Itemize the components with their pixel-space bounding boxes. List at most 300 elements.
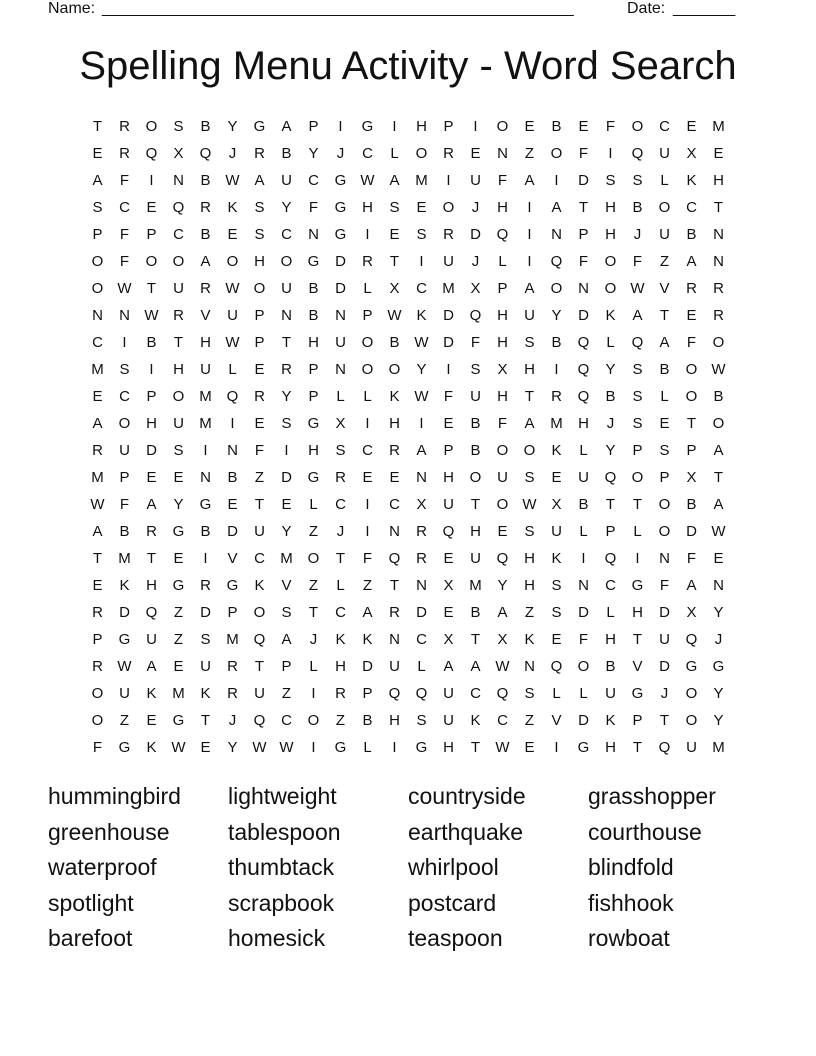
grid-letter: D <box>200 604 211 621</box>
grid-letter: A <box>389 172 400 189</box>
grid-letter: I <box>527 253 532 270</box>
grid-letter: O <box>604 253 617 270</box>
grid-letter: N <box>713 226 724 243</box>
grid-letter: I <box>365 496 370 513</box>
grid-letter: D <box>416 604 427 621</box>
word-list-item: whirlpool <box>408 854 499 880</box>
grid-letter: M <box>712 739 725 756</box>
grid-letter: S <box>335 442 346 459</box>
grid-letter: H <box>254 253 265 270</box>
grid-letter: Y <box>227 739 238 756</box>
grid-letter: N <box>335 307 346 324</box>
grid-letter: B <box>686 226 697 243</box>
word-list-item: tablespoon <box>228 818 341 845</box>
grid-letter: P <box>227 604 238 621</box>
grid-letter: Z <box>173 631 184 648</box>
grid-letter: W <box>225 172 240 189</box>
word-list-item: scrapbook <box>228 889 335 916</box>
grid-letter: G <box>307 415 320 432</box>
grid-letter: O <box>307 550 320 567</box>
grid-letter: U <box>470 172 481 189</box>
grid-letter: D <box>227 523 238 540</box>
grid-letter: L <box>660 388 669 405</box>
grid-letter: P <box>605 523 616 540</box>
grid-letter: T <box>389 577 400 594</box>
grid-letter: T <box>389 253 400 270</box>
grid-letter: I <box>446 361 451 378</box>
grid-letter: Y <box>281 523 292 540</box>
grid-letter: X <box>497 631 508 648</box>
grid-letter: F <box>443 388 454 405</box>
grid-letter: U <box>497 469 508 486</box>
grid-letter: Q <box>577 361 590 378</box>
grid-letter: O <box>577 658 590 675</box>
grid-letter: U <box>119 685 130 702</box>
grid-letter: R <box>713 280 724 297</box>
grid-letter: G <box>172 523 185 540</box>
grid-letter: G <box>199 496 212 513</box>
grid-letter: O <box>145 118 158 135</box>
grid-letter: I <box>446 172 451 189</box>
grid-letter: O <box>685 712 698 729</box>
grid-letter: C <box>659 118 670 135</box>
grid-letter: N <box>389 523 400 540</box>
grid-letter: H <box>497 334 508 351</box>
grid-letter: S <box>416 712 427 729</box>
grid-letter: J <box>336 145 345 162</box>
grid-letter: Y <box>173 496 184 513</box>
grid-letter: D <box>443 307 454 324</box>
grid-letter: A <box>92 523 103 540</box>
grid-letter: O <box>388 361 401 378</box>
grid-letter: G <box>334 172 347 189</box>
grid-letter: Z <box>173 604 184 621</box>
grid-letter: H <box>497 388 508 405</box>
grid-letter: E <box>470 145 481 162</box>
grid-letter: S <box>605 172 616 189</box>
grid-letter: C <box>389 496 400 513</box>
grid-letter: N <box>92 307 103 324</box>
page-title: Spelling Menu Activity - Word Search <box>79 44 737 88</box>
grid-letter: U <box>335 334 346 351</box>
grid-letter: C <box>119 199 130 216</box>
grid-letter: U <box>659 145 670 162</box>
grid-letter: M <box>226 631 239 648</box>
grid-letter: R <box>335 469 346 486</box>
grid-letter: U <box>281 172 292 189</box>
grid-letter: E <box>524 118 535 135</box>
grid-letter: T <box>470 739 481 756</box>
grid-letter: Y <box>551 307 562 324</box>
grid-letter: A <box>470 658 481 675</box>
grid-letter: U <box>659 226 670 243</box>
grid-letter: O <box>415 145 428 162</box>
grid-letter: O <box>253 604 266 621</box>
grid-letter: C <box>470 685 481 702</box>
grid-letter: N <box>578 577 589 594</box>
grid-letter: H <box>470 523 481 540</box>
grid-letter: D <box>470 226 481 243</box>
grid-letter: K <box>119 577 130 594</box>
grid-letter: M <box>91 361 104 378</box>
grid-letter: R <box>416 550 427 567</box>
grid-letter: W <box>711 361 726 378</box>
grid-letter: B <box>632 199 643 216</box>
grid-letter: T <box>281 334 292 351</box>
grid-letter: F <box>578 253 589 270</box>
grid-letter: O <box>685 388 698 405</box>
grid-letter: Y <box>227 118 238 135</box>
grid-letter: P <box>308 118 319 135</box>
grid-letter: F <box>92 739 103 756</box>
grid-letter: O <box>550 145 563 162</box>
grid-letter: K <box>254 577 265 594</box>
grid-letter: O <box>496 496 509 513</box>
grid-letter: X <box>470 280 481 297</box>
grid-letter: K <box>335 631 346 648</box>
grid-letter: N <box>389 631 400 648</box>
grid-letter: E <box>227 226 238 243</box>
grid-letter: B <box>362 712 373 729</box>
grid-letter: S <box>524 469 535 486</box>
grid-letter: L <box>579 685 588 702</box>
grid-letter: L <box>498 253 507 270</box>
grid-letter: Q <box>496 685 509 702</box>
grid-letter: C <box>335 604 346 621</box>
grid-letter: K <box>551 550 562 567</box>
grid-letter: Q <box>604 550 617 567</box>
grid-letter: H <box>443 739 454 756</box>
grid-letter: X <box>497 361 508 378</box>
grid-letter: Q <box>388 550 401 567</box>
grid-letter: Q <box>253 631 266 648</box>
grid-letter: J <box>471 199 480 216</box>
grid-letter: W <box>90 496 105 513</box>
grid-letter: L <box>417 658 426 675</box>
grid-letter: J <box>228 712 237 729</box>
word-list-item: thumbtack <box>228 854 335 880</box>
grid-letter: G <box>172 577 185 594</box>
grid-letter: E <box>416 199 427 216</box>
grid-letter: I <box>338 118 343 135</box>
grid-letter: Q <box>496 226 509 243</box>
grid-letter: P <box>254 334 265 351</box>
grid-letter: L <box>336 577 345 594</box>
grid-letter: V <box>200 307 211 324</box>
grid-letter: D <box>659 604 670 621</box>
grid-letter: J <box>714 631 723 648</box>
grid-letter: P <box>281 658 292 675</box>
grid-letter: Z <box>659 253 670 270</box>
grid-letter: S <box>92 199 103 216</box>
grid-letter: R <box>443 226 454 243</box>
grid-letter: Z <box>308 577 319 594</box>
grid-letter: Q <box>415 685 428 702</box>
grid-letter: R <box>281 361 292 378</box>
grid-letter: P <box>362 307 373 324</box>
grid-letter: F <box>497 172 508 189</box>
grid-letter: W <box>279 739 294 756</box>
grid-letter: D <box>335 280 346 297</box>
grid-letter: J <box>309 631 318 648</box>
grid-letter: R <box>686 280 697 297</box>
grid-letter: G <box>631 685 644 702</box>
grid-letter: I <box>581 550 586 567</box>
grid-letter: E <box>146 199 157 216</box>
grid-letter: O <box>307 712 320 729</box>
grid-letter: L <box>579 442 588 459</box>
grid-letter: S <box>551 604 562 621</box>
word-list-item: blindfold <box>588 854 674 880</box>
grid-letter: I <box>392 118 397 135</box>
grid-letter: I <box>311 685 316 702</box>
grid-letter: P <box>92 631 103 648</box>
grid-letter: A <box>497 604 508 621</box>
grid-letter: Z <box>524 604 535 621</box>
grid-letter: T <box>146 550 157 567</box>
grid-letter: T <box>578 199 589 216</box>
grid-letter: T <box>659 712 670 729</box>
grid-letter: H <box>578 415 589 432</box>
grid-letter: H <box>605 199 616 216</box>
grid-letter: X <box>551 496 562 513</box>
grid-letter: U <box>470 550 481 567</box>
grid-letter: F <box>470 334 481 351</box>
grid-letter: G <box>118 739 131 756</box>
grid-letter: B <box>551 334 562 351</box>
grid-letter: K <box>524 631 535 648</box>
grid-letter: Z <box>119 712 130 729</box>
grid-letter: X <box>173 145 184 162</box>
grid-letter: I <box>365 523 370 540</box>
grid-letter: E <box>389 226 400 243</box>
grid-letter: Z <box>254 469 265 486</box>
grid-letter: H <box>632 604 643 621</box>
grid-letter: C <box>173 226 184 243</box>
grid-letter: Q <box>145 604 158 621</box>
grid-letter: F <box>119 172 130 189</box>
grid-letter: G <box>253 118 266 135</box>
grid-letter: H <box>524 550 535 567</box>
grid-letter: O <box>442 199 455 216</box>
grid-letter: O <box>361 361 374 378</box>
grid-letter: T <box>254 658 265 675</box>
grid-letter: O <box>631 118 644 135</box>
grid-letter: S <box>470 361 481 378</box>
grid-letter: O <box>658 523 671 540</box>
grid-letter: P <box>632 712 643 729</box>
name-label: Name: <box>48 0 96 17</box>
grid-letter: I <box>419 415 424 432</box>
grid-letter: S <box>281 604 292 621</box>
grid-letter: C <box>335 496 346 513</box>
grid-letter: E <box>92 388 103 405</box>
grid-letter: J <box>471 253 480 270</box>
grid-letter: W <box>414 334 429 351</box>
grid-letter: G <box>172 712 185 729</box>
grid-letter: Q <box>658 739 671 756</box>
grid-letter: A <box>686 253 697 270</box>
grid-letter: L <box>606 334 615 351</box>
grid-letter: S <box>173 118 184 135</box>
name-blank-line: _____________________________________________________ <box>102 0 574 17</box>
grid-letter: O <box>226 253 239 270</box>
grid-letter: J <box>336 523 345 540</box>
grid-letter: Q <box>145 145 158 162</box>
grid-letter: E <box>443 604 454 621</box>
grid-letter: Z <box>335 712 346 729</box>
grid-letter: B <box>200 172 211 189</box>
grid-letter: D <box>578 712 589 729</box>
grid-letter: Q <box>442 523 455 540</box>
grid-letter: E <box>713 145 724 162</box>
grid-letter: D <box>686 523 697 540</box>
grid-letter: J <box>633 226 642 243</box>
word-list-item: spotlight <box>48 889 134 916</box>
grid-letter: X <box>335 415 346 432</box>
grid-letter: N <box>281 307 292 324</box>
grid-letter: K <box>605 307 616 324</box>
grid-letter: T <box>632 496 643 513</box>
grid-letter: O <box>91 253 104 270</box>
word-search-grid <box>84 113 732 761</box>
grid-letter: G <box>118 631 131 648</box>
grid-letter: C <box>308 172 319 189</box>
grid-letter: H <box>497 307 508 324</box>
grid-letter: E <box>497 523 508 540</box>
grid-letter: B <box>713 388 724 405</box>
grid-letter: B <box>308 280 319 297</box>
grid-letter: O <box>550 280 563 297</box>
grid-letter: Q <box>253 712 266 729</box>
grid-letter: T <box>146 280 157 297</box>
grid-letter: G <box>631 577 644 594</box>
grid-letter: D <box>578 307 589 324</box>
grid-letter: E <box>173 658 184 675</box>
grid-letter: O <box>631 469 644 486</box>
grid-letter: E <box>686 307 697 324</box>
grid-letter: A <box>281 631 292 648</box>
grid-letter: B <box>686 496 697 513</box>
grid-letter: F <box>119 496 130 513</box>
grid-letter: A <box>713 442 724 459</box>
grid-letter: E <box>443 415 454 432</box>
grid-letter: Q <box>577 388 590 405</box>
grid-letter: V <box>632 658 643 675</box>
grid-letter: F <box>632 253 643 270</box>
grid-letter: F <box>686 550 697 567</box>
grid-letter: W <box>387 307 402 324</box>
word-list <box>48 780 768 958</box>
grid-letter: S <box>173 442 184 459</box>
grid-letter: O <box>91 280 104 297</box>
grid-letter: C <box>119 388 130 405</box>
grid-letter: U <box>605 685 616 702</box>
grid-letter: U <box>443 496 454 513</box>
word-list-item: teaspoon <box>408 925 503 951</box>
grid-letter: O <box>280 253 293 270</box>
grid-letter: G <box>577 739 590 756</box>
grid-letter: S <box>524 334 535 351</box>
grid-letter: E <box>146 712 157 729</box>
grid-letter: N <box>659 550 670 567</box>
grid-letter: I <box>554 361 559 378</box>
grid-letter: I <box>149 172 154 189</box>
grid-letter: O <box>91 685 104 702</box>
grid-letter: O <box>145 253 158 270</box>
grid-letter: R <box>254 145 265 162</box>
grid-letter: F <box>308 199 319 216</box>
grid-letter: X <box>686 604 697 621</box>
word-list-item: barefoot <box>48 925 133 951</box>
grid-letter: I <box>365 226 370 243</box>
grid-letter: Z <box>362 577 373 594</box>
grid-letter: N <box>335 361 346 378</box>
grid-letter: K <box>605 712 616 729</box>
grid-letter: O <box>118 415 131 432</box>
grid-letter: H <box>524 361 535 378</box>
grid-letter: X <box>389 280 400 297</box>
grid-letter: S <box>524 523 535 540</box>
grid-letter: A <box>92 172 103 189</box>
grid-letter: W <box>495 658 510 675</box>
grid-letter: D <box>281 469 292 486</box>
grid-letter: S <box>551 577 562 594</box>
grid-letter: N <box>713 253 724 270</box>
grid-letter: A <box>281 118 292 135</box>
grid-letter: P <box>362 685 373 702</box>
grid-letter: C <box>281 712 292 729</box>
grid-letter: H <box>605 739 616 756</box>
word-list-item: lightweight <box>228 783 337 809</box>
grid-letter: I <box>311 739 316 756</box>
grid-letter: U <box>173 280 184 297</box>
grid-letter: P <box>578 226 589 243</box>
grid-letter: O <box>172 388 185 405</box>
grid-letter: M <box>280 550 293 567</box>
grid-letter: G <box>334 199 347 216</box>
grid-letter: A <box>713 496 724 513</box>
grid-letter: N <box>200 469 211 486</box>
grid-letter: F <box>119 226 130 243</box>
grid-letter: T <box>470 631 481 648</box>
grid-letter: Y <box>713 685 724 702</box>
grid-letter: U <box>254 523 265 540</box>
grid-letter: X <box>416 496 427 513</box>
grid-letter: I <box>527 199 532 216</box>
grid-letter: E <box>254 361 265 378</box>
grid-letter: Q <box>226 388 239 405</box>
grid-letter: T <box>335 550 346 567</box>
grid-letter: E <box>92 145 103 162</box>
grid-letter: I <box>554 739 559 756</box>
grid-letter: R <box>200 199 211 216</box>
grid-letter: C <box>362 145 373 162</box>
grid-letter: H <box>497 199 508 216</box>
grid-letter: Y <box>713 712 724 729</box>
grid-letter: L <box>309 496 318 513</box>
grid-letter: N <box>308 226 319 243</box>
grid-letter: P <box>92 226 103 243</box>
grid-letter: H <box>605 631 616 648</box>
grid-letter: R <box>227 658 238 675</box>
grid-letter: T <box>254 496 265 513</box>
grid-letter: U <box>443 685 454 702</box>
grid-letter: M <box>199 415 212 432</box>
grid-letter: N <box>416 577 427 594</box>
grid-letter: O <box>658 199 671 216</box>
grid-letter: U <box>281 280 292 297</box>
